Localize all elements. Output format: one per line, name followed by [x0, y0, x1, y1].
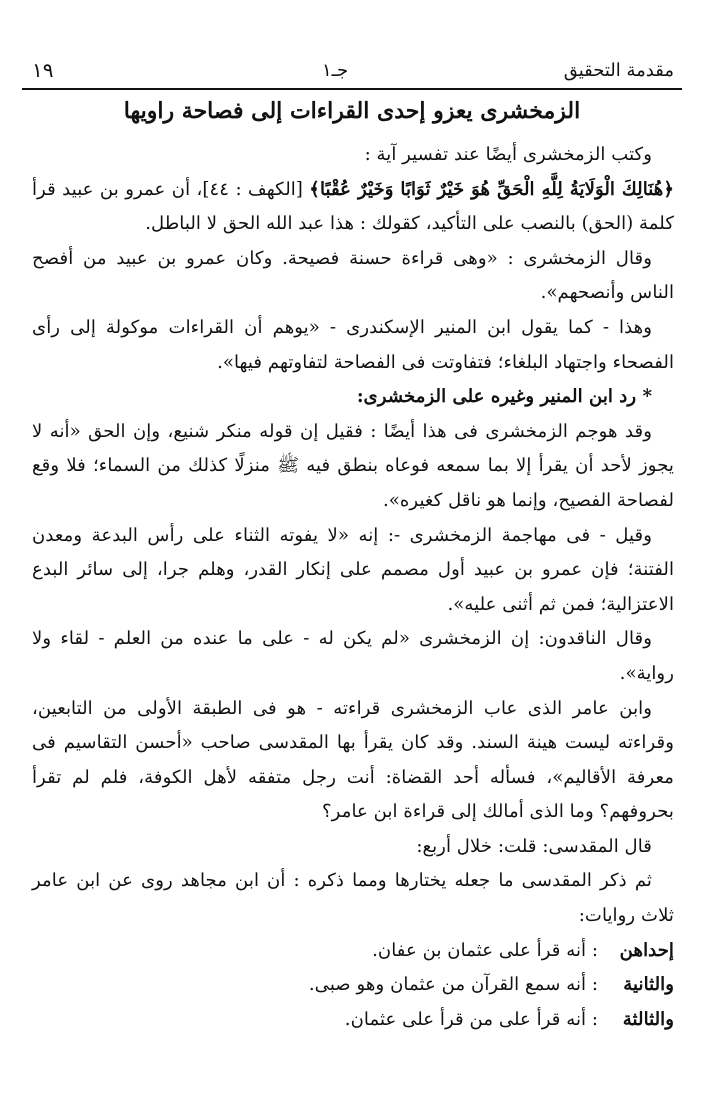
paragraph-2-rest: [الكهف : ٤٤]، أن عمرو بن عبيد قرأ كلمة (الحق) بالنصب على التأكيد، كقولك : هذا عبد الله الحق لا الباطل. [32, 178, 674, 235]
running-header [22, 58, 682, 88]
body-text [32, 138, 674, 1037]
paragraph-6: وقيل - فى مهاجمة الزمخشرى -: إنه «لا يفوته الثناء على رأس البدعة ومعدن الفتنة؛ فإن عمرو بن عبيد أول مصمم على إنكار القدر، وهلم جرا، إلى سائر البدع الاعتزالية؛ فمن ثم أثنى عليه». [32, 524, 674, 615]
paragraph-4: وهذا - كما يقول ابن المنير الإسكندرى - «يوهم أن القراءات موكولة إلى رأى الفصحاء واجتهاد البلغاء؛ فتفاوتت فى الفصاحة لتفاوتهم فيها». [32, 316, 674, 373]
document-page [22, 0, 682, 1099]
header-divider [22, 88, 682, 90]
riwaya-label: والثانية [623, 974, 674, 996]
paragraph-10: ثم ذكر المقدسى ما جعله يختارها ومما ذكره : أن ابن مجاهد روى عن ابن عامر ثلاث روايات: [32, 870, 674, 927]
riwaya-item [32, 968, 674, 1003]
paragraph-7: وقال الناقدون: إن الزمخشرى «لم يكن له - على ما عنده من العلم - لقاء ولا رواية». [32, 628, 674, 684]
paragraph-8: وابن عامر الذى عاب الزمخشرى قراءته - هو فى الطبقة الأولى من التابعين، وقراءته ليست هينة السند. وقد كان يقرأ بها المقدسى صاحب «أحسن التقاسيم فى معرفة الأقاليم»، فسأله أحد القضاة: أنت رجل متفقه لأهل الكوفة، فلم لم تقرأ بحروفهم؟ وما الذى أمالك إلى قراءة ابن عامر؟ [32, 697, 674, 823]
paragraph-9: قال المقدسى: قلت: خلال أربع: [416, 835, 652, 857]
paragraph-5: وقد هوجم الزمخشرى فى هذا أيضًا : فقيل إن قوله منكر شنيع، وإن الحق «أنه لا يجوز لأحد أن يقرأ إلا بما سمعه فوعاه بنطق فيه ﷺ منزلًا كذلك من السماء؛ فلا وقع لفصاحة الفصيح، وإنما هو ناقل كغيره». [32, 420, 674, 511]
quran-verse: ﴿هُنَالِكَ الْوَلَايَةُ لِلَّهِ الْحَقِّ هُوَ خَيْرٌ ثَوَابًا وَخَيْرٌ عُقْبًا﴾ [309, 178, 675, 200]
chapter-title: الزمخشرى يعزو إحدى القراءات إلى فصاحة راويها [123, 98, 581, 124]
riwaya-text: : أنه سمع القرآن من عثمان وهو صبى. [308, 974, 598, 996]
paragraph-1: وكتب الزمخشرى أيضًا عند تفسير آية : [364, 144, 652, 165]
riwaya-label: إحداهن [619, 939, 674, 961]
riwaya-text: : أنه قرأ على عثمان بن عفان. [372, 939, 598, 961]
riwaya-label: والثالثة [622, 1008, 674, 1030]
riwaya-text: : أنه قرأ على من قرأ على عثمان. [344, 1008, 598, 1030]
paragraph-2 [32, 173, 674, 242]
page-number: ١٩ [32, 58, 54, 82]
section-title: مقدمة التحقيق [563, 60, 674, 81]
riwaya-item [32, 1003, 674, 1038]
subheading: * رد ابن المنير وغيره على الزمخشرى: [356, 386, 652, 408]
paragraph-3: وقال الزمخشرى : «وهى قراءة حسنة فصيحة. وكان عمرو بن عبيد من أفصح الناس وأنصحهم». [32, 247, 674, 304]
volume-label: جـ١ [322, 60, 349, 81]
riwaya-item [32, 934, 674, 969]
